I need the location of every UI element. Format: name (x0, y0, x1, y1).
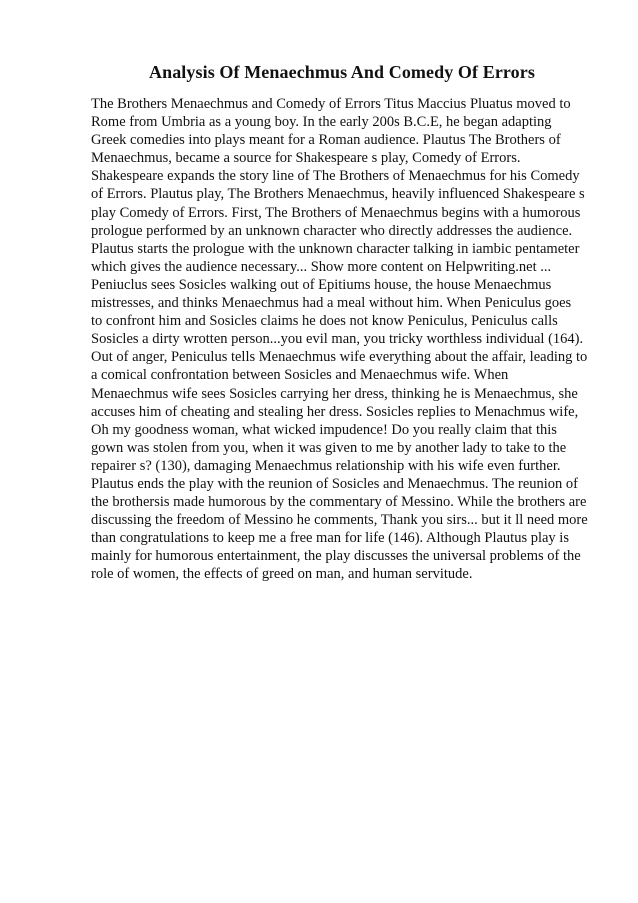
document-body (91, 95, 591, 584)
document-title: Analysis Of Menaechmus And Comedy Of Errors (149, 62, 535, 82)
body-line: Peniuclus sees Sosicles walking out of Epitiums house, the house Menaechmus (91, 276, 552, 293)
body-line: to confront him and Sosicles claims he does not know Peniculus, Peniculus calls (91, 313, 558, 330)
body-line: a comical confrontation between Sosicles and Menaechmus wife. When (91, 367, 509, 384)
body-line: than congratulations to keep me a free man for life (146). Although Plautus play is (91, 530, 569, 547)
body-line: role of women, the effects of greed on man, and human servitude. (91, 566, 473, 583)
body-line: Out of anger, Peniculus tells Menaechmus wife everything about the affair, leading to (91, 349, 588, 366)
body-line: Menaechmus, became a source for Shakespeare s play, Comedy of Errors. (91, 150, 521, 167)
body-line: Rome from Umbria as a young boy. In the early 200s B.C.E, he began adapting (91, 114, 552, 131)
body-line: Shakespeare expands the story line of The Brothers of Menaechmus for his Comedy (91, 168, 580, 185)
body-line: gown was stolen from you, when it was given to me by another lady to take to the (91, 439, 567, 456)
body-line: the brothersis made humorous by the commentary of Messino. While the brothers are (91, 494, 587, 511)
body-line: play Comedy of Errors. First, The Brothers of Menaechmus begins with a humorous (91, 204, 581, 221)
body-line: which gives the audience necessary... Show more content on Helpwriting.net ... (91, 258, 552, 275)
body-line: The Brothers Menaechmus and Comedy of Errors Titus Maccius Pluatus moved to (91, 96, 571, 112)
body-line: discussing the freedom of Messino he comments, Thank you sirs... but it ll need more (91, 512, 588, 529)
body-line: Menaechmus wife sees Sosicles carrying her dress, thinking he is Menaechmus, she (91, 385, 578, 402)
body-line: mainly for humorous entertainment, the play discusses the universal problems of the (91, 548, 581, 565)
body-line: Plautus ends the play with the reunion of Sosicles and Menaechmus. The reunion of (91, 475, 578, 492)
body-line: accuses him of cheating and stealing her dress. Sosicles replies to Menachmus wife, (91, 403, 579, 420)
body-line: of Errors. Plautus play, The Brothers Menaechmus, heavily influenced Shakespeare s (91, 186, 585, 203)
body-line: Sosicles a dirty wrotten person...you evil man, you tricky worthless individual (164). (91, 331, 584, 348)
body-line: mistresses, and thinks Menaechmus had a meal without him. When Peniculus goes (91, 295, 572, 312)
body-line: prologue performed by an unknown character who directly addresses the audience. (91, 222, 573, 239)
body-line: Greek comedies into plays meant for a Roman audience. Plautus The Brothers of (91, 132, 561, 149)
body-line: Plautus starts the prologue with the unknown character talking in iambic pentameter (91, 240, 580, 257)
body-line: repairer s? (130), damaging Menaechmus relationship with his wife even further. (91, 457, 561, 474)
body-line: Oh my goodness woman, what wicked impudence! Do you really claim that this (91, 421, 557, 438)
